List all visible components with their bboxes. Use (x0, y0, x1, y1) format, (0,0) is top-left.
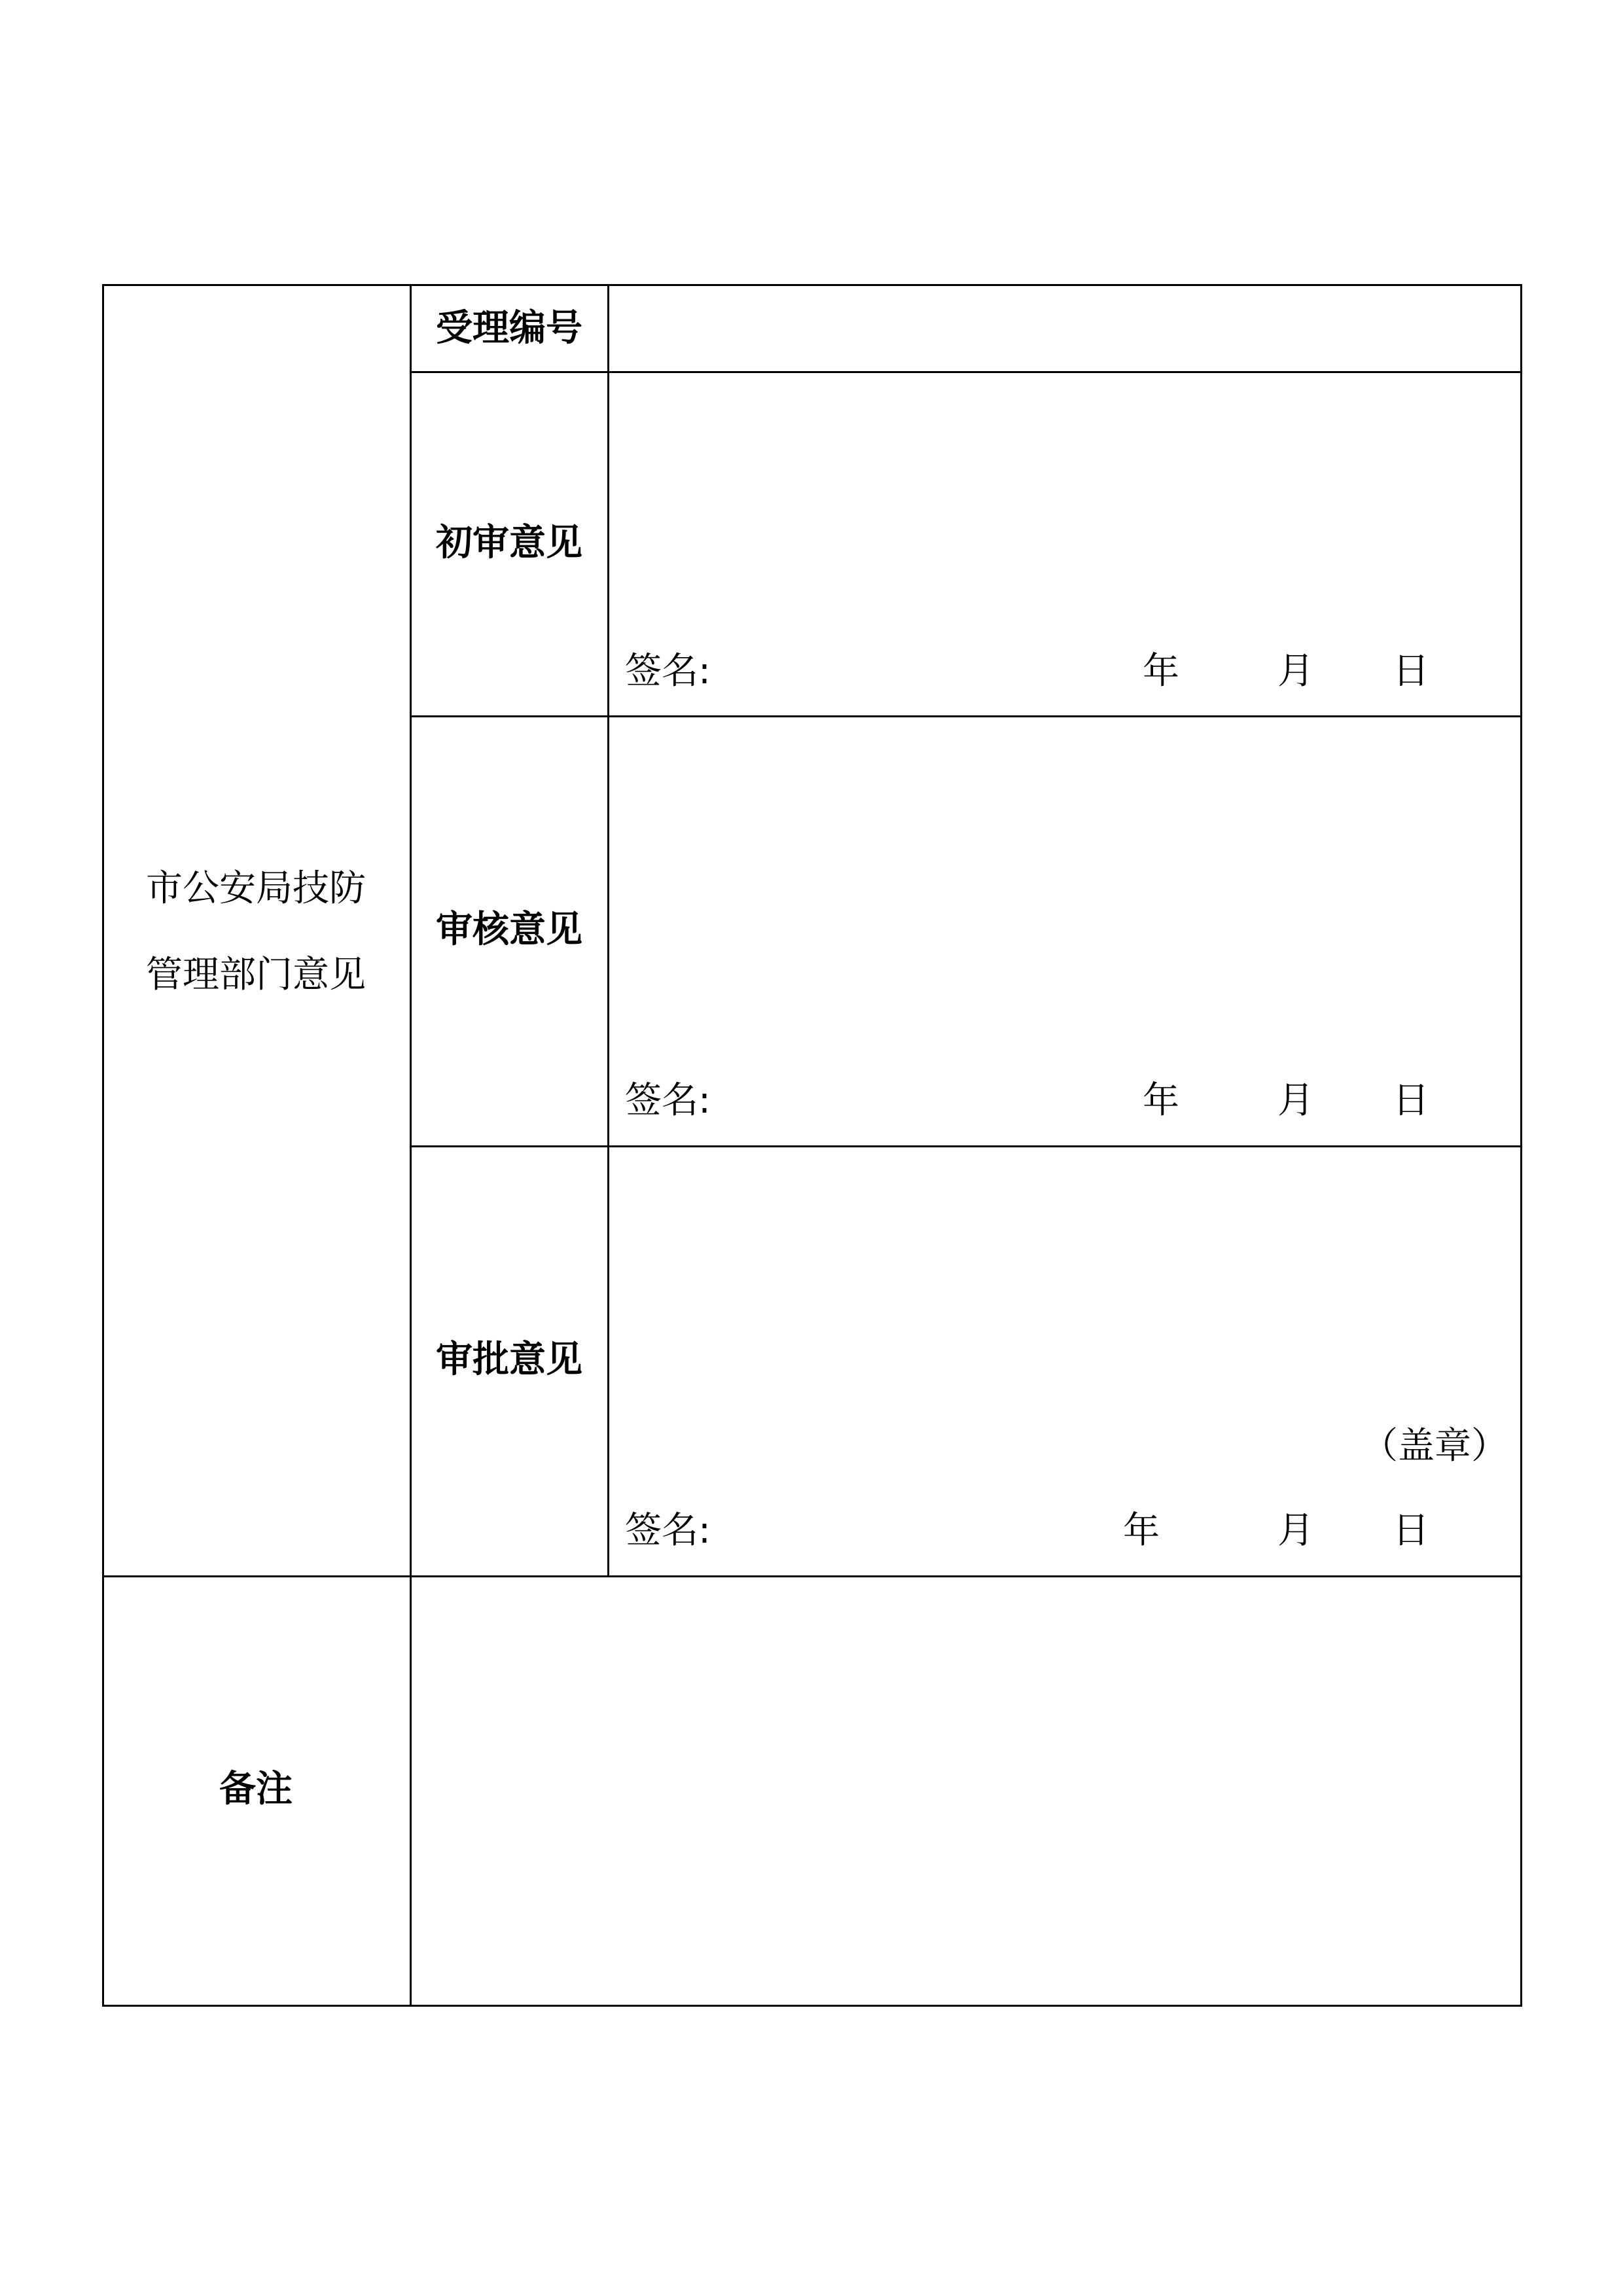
audit-month-label: 月 (1277, 1079, 1314, 1122)
initial-review-day-label: 日 (1393, 650, 1429, 692)
audit-year-label: 年 (1143, 1079, 1179, 1122)
row-divider (410, 371, 1522, 373)
initial-review-sign-label: 签名: (625, 650, 711, 692)
row-divider (410, 1145, 1522, 1147)
department-label-line2: 管理部门意见 (146, 954, 366, 996)
table-border-bottom (102, 2005, 1522, 2007)
approval-day-label: 日 (1393, 1509, 1429, 1552)
initial-review-month-label: 月 (1277, 650, 1314, 692)
initial-review-year-label: 年 (1143, 650, 1179, 692)
approval-sign-label: 签名: (625, 1509, 711, 1552)
approval-month-label: 月 (1277, 1509, 1314, 1552)
table-border-right (1520, 284, 1522, 2007)
approval-seal-label: （盖章） (1361, 1425, 1508, 1467)
audit-sign-label: 签名: (625, 1079, 711, 1122)
remarks-field[interactable] (412, 1577, 1520, 2005)
acceptance-number-label: 受理编号 (436, 307, 582, 350)
initial-review-label: 初审意见 (436, 522, 582, 564)
table-border-left (102, 284, 104, 2007)
audit-label: 审核意见 (436, 908, 582, 951)
remarks-label: 备注 (219, 1768, 293, 1810)
approval-label: 审批意见 (436, 1338, 582, 1381)
audit-day-label: 日 (1393, 1079, 1429, 1122)
row-divider (410, 715, 1522, 717)
approval-year-label: 年 (1123, 1509, 1160, 1552)
department-label-line1: 市公安局技防 (146, 867, 366, 910)
acceptance-number-field[interactable] (609, 286, 1520, 371)
